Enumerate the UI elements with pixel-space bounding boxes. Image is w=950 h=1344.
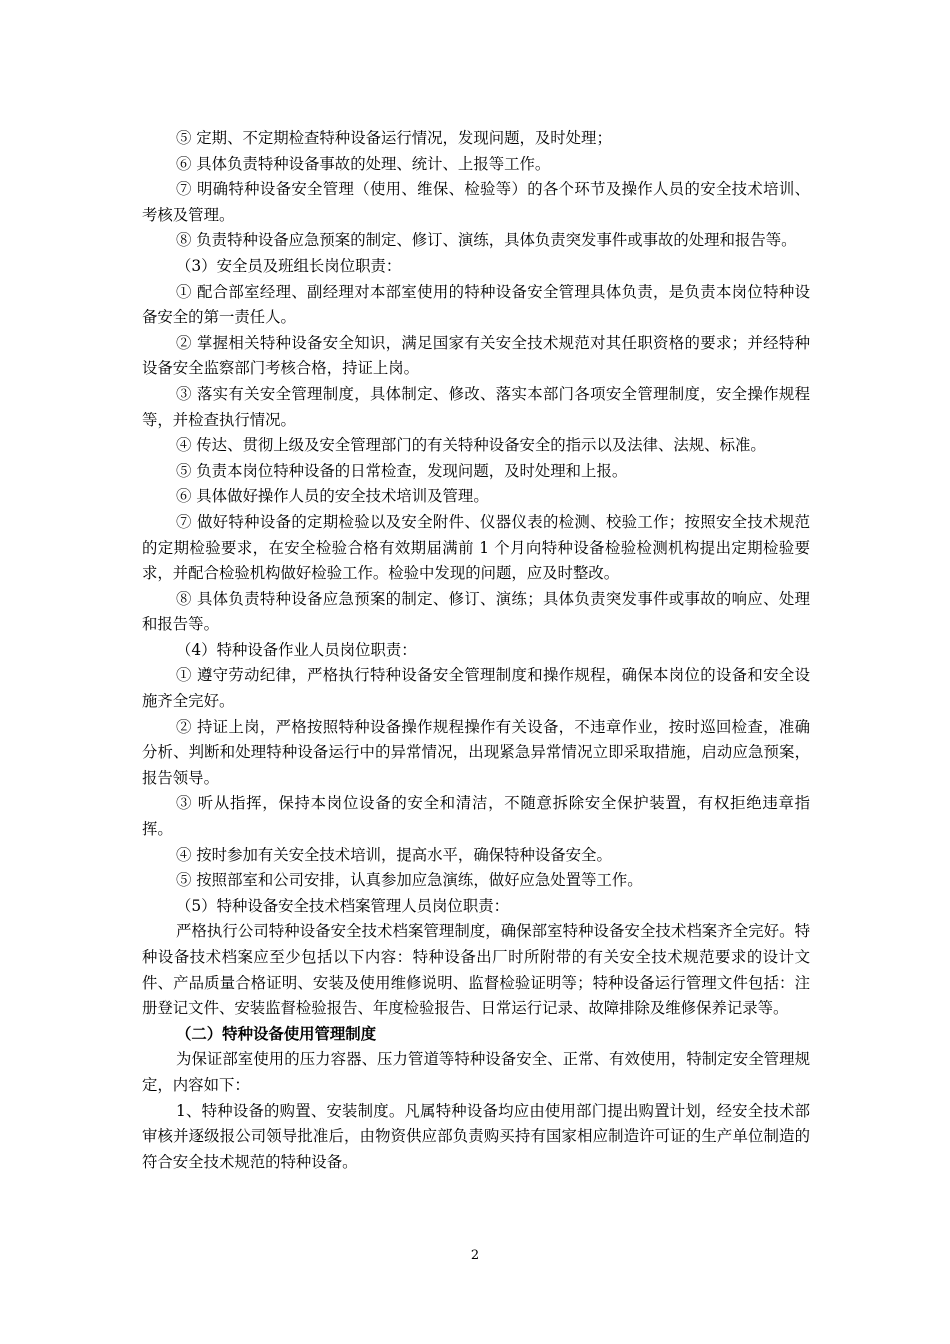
paragraph: 为保证部室使用的压力容器、压力管道等特种设备安全、正常、有效使用，特制定安全管理规定，内容如下： — [142, 1050, 810, 1094]
paragraph: ⑤ 按照部室和公司安排，认真参加应急演练，做好应急处置等工作。 — [176, 871, 643, 890]
paragraph: ⑧ 负责特种设备应急预案的制定、修订、演练，具体负责突发事件或事故的处理和报告等。 — [176, 231, 797, 250]
paragraph: ⑤ 负责本岗位特种设备的日常检查，发现问题，及时处理和上报。 — [176, 461, 628, 480]
subsection-heading: （3）安全员及班组长岗位职责： — [176, 256, 402, 275]
subsection-heading: （4）特种设备作业人员岗位职责： — [176, 640, 417, 659]
paragraph: ⑤ 定期、不定期检查特种设备运行情况，发现问题，及时处理； — [176, 129, 612, 147]
paragraph: ③ 落实有关安全管理制度，具体制定、修改、落实本部门各项安全管理制度，安全操作规程等，并检查执行情况。 — [142, 384, 810, 429]
paragraph: ② 掌握相关特种设备安全知识，满足国家有关安全技术规范对其任职资格的要求；并经特种设备安全监察部门考核合格，持证上岗。 — [142, 333, 810, 378]
paragraph: ② 持证上岗，严格按照特种设备操作规程操作有关设备，不违章作业，按时巡回检查，准确分析、判断和处理特种设备运行中的异常情况，出现紧急异常情况立即采取措施，启动应急预案，报告领导。 — [142, 717, 810, 787]
paragraph: ⑦ 做好特种设备的定期检验以及安全附件、仪器仪表的检测、校验工作；按照安全技术规范的定期检验要求，在安全检验合格有效期届满前 1 个月向特种设备检验检测机构提出定期检验要求，并配合检验机构做好检验工作。检验中发现的问题，应及时整改。 — [142, 512, 810, 583]
paragraph: 1、特种设备的购置、安装制度。凡属特种设备均应由使用部门提出购置计划，经安全技术部审核并逐级报公司领导批准后，由物资供应部负责购买持有国家相应制造许可证的生产单位制造的符合安全技术规范的特种设备。 — [142, 1101, 810, 1171]
paragraph: ⑥ 具体做好操作人员的安全技术培训及管理。 — [176, 487, 489, 506]
paragraph: ④ 传达、贯彻上级及安全管理部门的有关特种设备安全的指示以及法律、法规、标准。 — [176, 436, 766, 455]
paragraph: ① 遵守劳动纪律，严格执行特种设备安全管理制度和操作规程，确保本岗位的设备和安全设施齐全完好。 — [142, 666, 810, 711]
paragraph: ④ 按时参加有关安全技术培训，提高水平，确保特种设备安全。 — [176, 845, 612, 864]
paragraph: ③ 听从指挥，保持本岗位设备的安全和清洁，不随意拆除安全保护装置，有权拒绝违章指挥。 — [142, 794, 810, 839]
paragraph: ⑧ 具体负责特种设备应急预案的制定、修订、演练；具体负责突发事件或事故的响应、处理和报告等。 — [142, 589, 810, 634]
subsection-heading: （5）特种设备安全技术档案管理人员岗位职责： — [176, 896, 509, 915]
page-number: 2 — [470, 1248, 480, 1263]
paragraph: ① 配合部室经理、副经理对本部室使用的特种设备安全管理具体负责，是负责本岗位特种设备安全的第一责任人。 — [142, 282, 810, 327]
paragraph: ⑥ 具体负责特种设备事故的处理、统计、上报等工作。 — [176, 154, 551, 173]
paragraph: ⑦ 明确特种设备安全管理（使用、维保、检验等）的各个环节及操作人员的安全技术培训、考核及管理。 — [142, 180, 810, 224]
document-body — [142, 126, 810, 1175]
paragraph: 严格执行公司特种设备安全技术档案管理制度，确保部室特种设备安全技术档案齐全完好。特种设备技术档案应至少包括以下内容：特种设备出厂时所附带的有关安全技术规范要求的设计文件、产品质量合格证明、安装及使用维修说明、监督检验证明等；特种设备运行管理文件包括：注册登记文件、安装监督检验报告、年度检验报告、日常运行记录、故障排除及维修保养记录等。 — [142, 922, 810, 1018]
section-heading: （二）特种设备使用管理制度 — [176, 1024, 377, 1043]
